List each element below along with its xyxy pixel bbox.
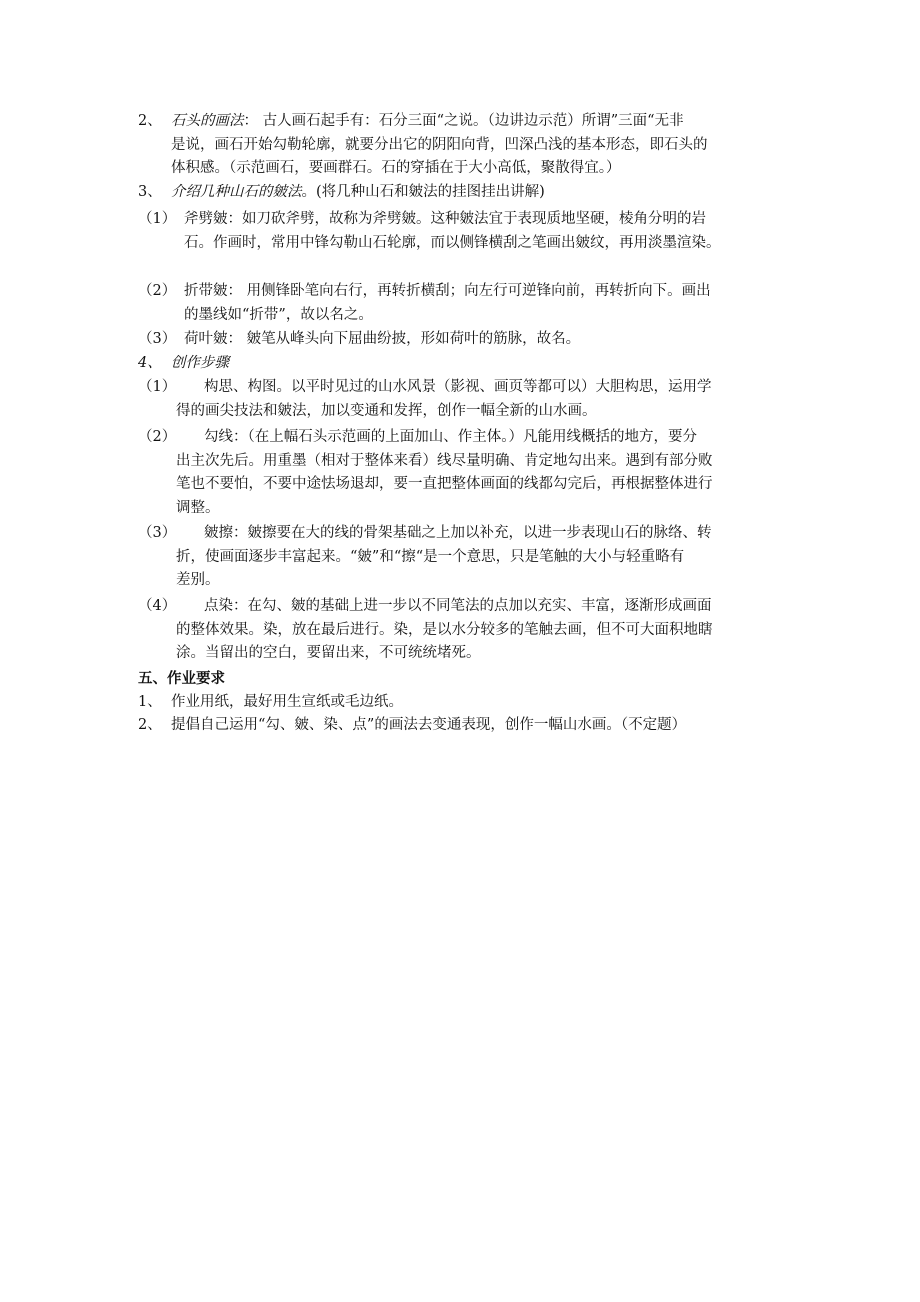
- list-item-step-2: [138, 426, 713, 520]
- paragraph-text: 作业用纸，最好用生宣纸或毛边纸。: [171, 693, 403, 710]
- paragraph-text: 折带皴： 用侧锋卧笔向右行，再转折横刮；向左行可逆锋向前，再转折向下。画出: [184, 283, 711, 299]
- list-item-fupi: [138, 208, 721, 255]
- item-number: （4）: [138, 598, 177, 614]
- item-number: 2、: [138, 717, 162, 733]
- section-title: 介绍几种山石的皴法: [171, 184, 302, 200]
- section-title: 创作步骤: [171, 355, 229, 371]
- section-number: 3、: [138, 184, 162, 200]
- section-cun-methods: [138, 181, 545, 205]
- paragraph-text: 构思、构图。以平时见过的山水风景（影视、画页等都可以）大胆构思，运用学: [204, 379, 712, 395]
- section-heading: 五、作业要求: [138, 670, 225, 687]
- item-number: （3）: [138, 331, 177, 347]
- paragraph-text: 得的画尖技法和皴法，加以变通和发挥，创作一幅全新的山水画。: [176, 402, 597, 419]
- paragraph-text: 是说，画石开始勾勒轮廓，就要分出它的阴阳向背，凹深凸浅的基本形态，即石头的: [171, 136, 708, 153]
- paragraph-text: 差别。: [176, 572, 220, 588]
- section-number: 2、: [138, 113, 162, 129]
- list-item-zhedai: [138, 280, 711, 327]
- list-item-homework-2: [138, 714, 686, 738]
- paragraph-text: ： 古人画石起手有：石分三面“之说。（边讲边示范）所谓”三面“无非: [243, 113, 684, 129]
- list-item-step-3: [138, 522, 712, 593]
- paragraph-text: 勾线：（在上幅石头示范画的上面加山、作主体。）凡能用线概括的地方，要分: [204, 429, 697, 445]
- paragraph-text: 石。作画时，常用中锋勾勒山石轮廓，而以侧锋横刮之笔画出皴纹，再用淡墨渲染。: [184, 234, 721, 251]
- item-number: （2）: [138, 283, 177, 299]
- paragraph-text: 皴擦：皴擦要在大的线的骨架基础之上加以补充，以进一步表现山石的脉络、转: [204, 525, 712, 541]
- item-number: （1）: [138, 211, 177, 227]
- paragraph-text: 的整体效果。染，放在最后进行。染，是以水分较多的笔触去画，但不可大面积地瞎: [176, 621, 713, 638]
- paragraph-text: 点染：在勾、皴的基础上进一步以不同笔法的点加以充实、丰富，逐渐形成画面: [204, 598, 712, 614]
- paragraph-text: 出主次先后。用重墨（相对于整体来看）线尽量明确、肯定地勾出来。遇到有部分败: [176, 452, 713, 469]
- paragraph-text: 提倡自己运用“勾、皴、染、点”的画法去变通表现，创作一幅山水画。（不定题）: [171, 717, 687, 733]
- paragraph-text: 调整。: [176, 499, 220, 516]
- section-creation-steps: [138, 352, 229, 376]
- paragraph-text: 笔也不要怕，不要中途怯场退却，要一直把整体画面的线都勾完后，再根据整体进行: [176, 476, 713, 492]
- paragraph-text: 折，使画面逐步丰富起来。“皴”和“擦“是一个意思，只是笔触的大小与轻重略有: [176, 548, 685, 565]
- list-item-homework-1: [138, 691, 686, 715]
- item-number: （1）: [138, 379, 177, 395]
- item-number: 1、: [138, 693, 162, 710]
- paragraph-text: 的墨线如“折带”，故以名之。: [184, 306, 373, 323]
- paragraph-text: 。(将几种山石和皴法的挂图挂出讲解): [301, 184, 545, 200]
- paragraph-text: 荷叶皴： 皴笔从峰头向下屈曲纷披，形如荷叶的筋脉，故名。: [184, 331, 581, 347]
- paragraph-text: 涂。当留出的空白，要留出来，不可统统堵死。: [176, 645, 481, 661]
- section-stone-painting: [138, 110, 708, 181]
- item-number: （3）: [138, 525, 177, 541]
- paragraph-text: 体积感。（示范画石，要画群石。石的穿插在于大小高低，聚散得宜。）: [171, 160, 621, 176]
- section-homework: [138, 667, 686, 738]
- section-title: 石头的画法: [171, 113, 244, 129]
- paragraph-text: 斧劈皴：如刀砍斧劈，故称为斧劈皴。这种皴法宜于表现质地坚硬，棱角分明的岩: [184, 211, 706, 227]
- list-item-step-1: [138, 376, 712, 423]
- list-item-step-4: [138, 595, 713, 666]
- item-number: （2）: [138, 429, 177, 445]
- section-number: 4、: [138, 355, 162, 371]
- list-item-heye: [138, 328, 580, 352]
